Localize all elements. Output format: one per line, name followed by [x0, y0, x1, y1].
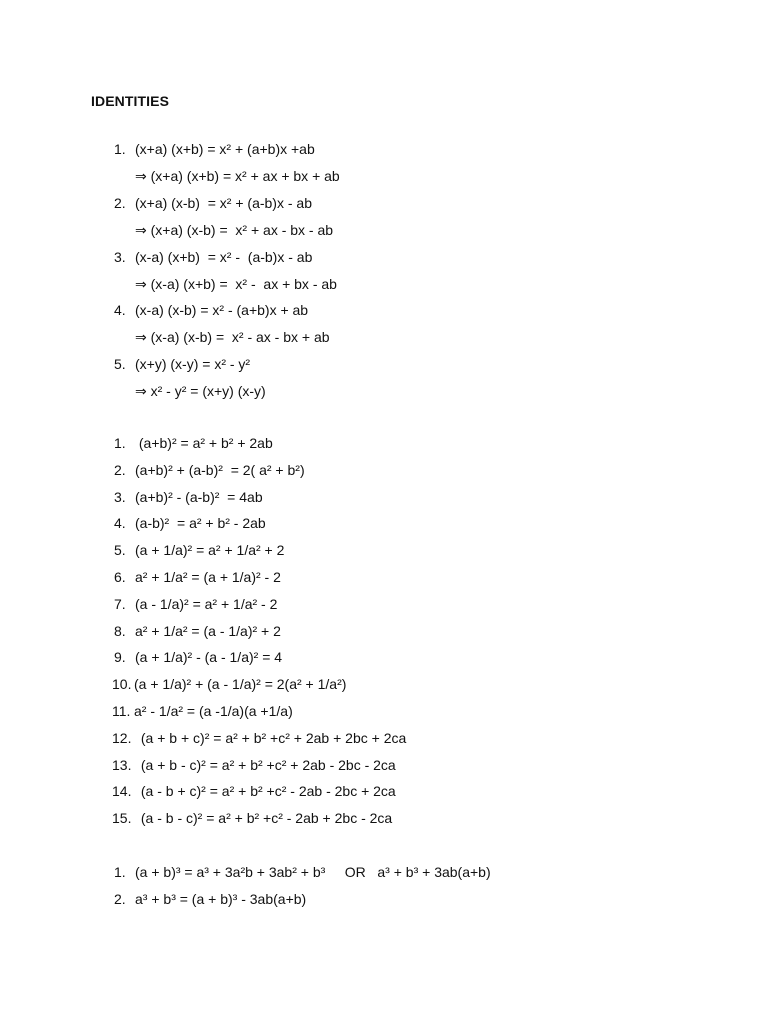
identity-formula: a² + 1/a² = (a + 1/a)² - 2 [135, 569, 281, 585]
identity-number: 2. [114, 891, 126, 907]
identity-formula: (a + b - c)² = a² + b² +c² + 2ab - 2bc - 2ca [137, 757, 396, 773]
identity-number: 2. [114, 195, 126, 211]
identity-formula: (x+a) (x+b) = x² + (a+b)x +ab [135, 141, 315, 157]
identity-formula: (x+a) (x-b) = x² + (a-b)x - ab [135, 195, 312, 211]
identity-formula: (a-b)² = a² + b² - 2ab [135, 515, 266, 531]
identity-number: 7. [114, 596, 126, 612]
identity-number: 11. [112, 703, 131, 719]
identity-number: 2. [114, 462, 126, 478]
identity-formula: (a+b)² + (a-b)² = 2( a² + b²) [135, 462, 305, 478]
identity-number: 3. [114, 489, 126, 505]
identity-formula: (x-a) (x-b) = x² - (a+b)x + ab [135, 302, 309, 318]
identity-formula: (a - b + c)² = a² + b² +c² - 2ab - 2bc + 2ca [137, 783, 396, 799]
identity-number: 12. [112, 730, 132, 746]
identity-number: 3. [114, 249, 126, 265]
identity-formula: ⇒ (x-a) (x-b) = x² - ax - bx + ab [135, 329, 330, 345]
identity-number: 5. [114, 542, 126, 558]
identity-number: 4. [114, 515, 126, 531]
identity-formula: (a+b)² - (a-b)² = 4ab [135, 489, 263, 505]
identity-number: 6. [114, 569, 126, 585]
identity-number: 4. [114, 302, 126, 318]
identity-number: 1. [114, 141, 126, 157]
identity-formula: (a - 1/a)² = a² + 1/a² - 2 [135, 596, 278, 612]
identity-formula: (a + 1/a)² = a² + 1/a² + 2 [135, 542, 285, 558]
identity-formula: (a - b - c)² = a² + b² +c² - 2ab + 2bc - 2ca [137, 810, 393, 826]
identity-formula: ⇒ (x+a) (x-b) = x² + ax - bx - ab [135, 222, 334, 238]
identity-number: 8. [114, 623, 126, 639]
identity-number: 10. [112, 676, 132, 692]
identity-formula: (x+y) (x-y) = x² - y² [135, 356, 251, 372]
identity-number: 15. [112, 810, 132, 826]
identity-formula: (a+b)² = a² + b² + 2ab [135, 435, 273, 451]
identity-formula: a³ + b³ = (a + b)³ - 3ab(a+b) [135, 891, 307, 907]
identity-formula: (a + b + c)² = a² + b² +c² + 2ab + 2bc + 2ca [137, 730, 407, 746]
identity-number: 5. [114, 356, 126, 372]
identity-formula: (a + b)³ = a³ + 3a²b + 3ab² + b³ OR a³ + b³ + 3ab(a+b) [135, 864, 491, 880]
page-title: IDENTITIES [91, 93, 170, 109]
identity-formula: (a + 1/a)² - (a - 1/a)² = 4 [135, 649, 283, 665]
identity-formula: (a + 1/a)² + (a - 1/a)² = 2(a² + 1/a²) [134, 676, 347, 692]
identity-number: 13. [112, 757, 132, 773]
identity-number: 1. [114, 435, 126, 451]
identity-formula: ⇒ (x-a) (x+b) = x² - ax + bx - ab [135, 276, 337, 292]
identity-formula: ⇒ x² - y² = (x+y) (x-y) [135, 383, 266, 399]
identity-formula: a² - 1/a² = (a -1/a)(a +1/a) [134, 703, 293, 719]
identity-formula: ⇒ (x+a) (x+b) = x² + ax + bx + ab [135, 168, 340, 184]
identity-formula: (x-a) (x+b) = x² - (a-b)x - ab [135, 249, 313, 265]
identity-number: 14. [112, 783, 132, 799]
identity-number: 1. [114, 864, 126, 880]
identity-number: 9. [114, 649, 126, 665]
identity-formula: a² + 1/a² = (a - 1/a)² + 2 [135, 623, 281, 639]
